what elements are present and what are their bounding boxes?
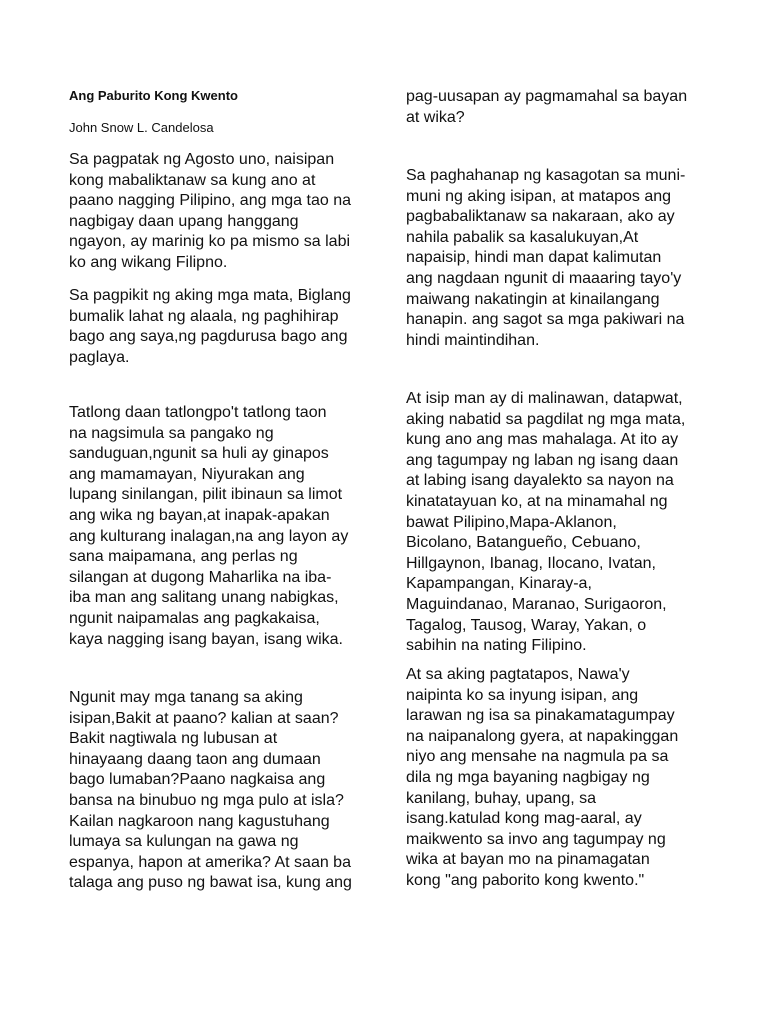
text-line: bawat Pilipino,Mapa-Aklanon,: [406, 513, 617, 531]
text-line: iba man ang salitang unang nabigkas,: [69, 589, 339, 607]
paragraph: [69, 403, 379, 650]
text-line: Tatlong daan tatlongpo't tatlong taon: [69, 404, 327, 421]
text-line: sabihin na nating Filipino.: [406, 637, 587, 655]
text-line: Kailan nagkaroon nang kagustuhang: [69, 812, 330, 830]
paragraph: [69, 150, 379, 274]
text-line: sanduguan,ngunit sa huli ay ginapos: [69, 445, 329, 463]
text-line: kaya nagging isang bayan, isang wika.: [69, 630, 343, 648]
text-line: At isip man ay di malinawan, datapwat,: [406, 390, 683, 407]
text-line: ngayon, ay marinig ko pa mismo sa labi: [69, 233, 351, 251]
text-line: maikwento sa invo ang tagumpay ng: [406, 830, 666, 848]
paragraph: [406, 87, 716, 128]
text-line: hanapin. ang sagot sa mga pakiwari na: [406, 311, 685, 329]
text-line: ang kulturang inalagan,na ang layon ay: [69, 527, 349, 545]
text-line: Kapampangan, Kinaray-a,: [406, 575, 592, 593]
text-line: Sa pagpatak ng Agosto uno, naisipan: [69, 151, 335, 168]
text-line: nagbigay daan upang hanggang: [69, 212, 299, 230]
text-line: ang mamamayan, Niyurakan ang: [69, 465, 305, 483]
paragraph: [69, 688, 379, 894]
text-line: talaga ang puso ng bawat isa, kung ang: [69, 874, 352, 892]
text-line: isipan,Bakit at paano? kalian at saan?: [69, 709, 339, 727]
text-line: maiwang nakatingin at kinailangang: [406, 290, 660, 308]
text-line: bago ang saya,ng pagdurusa bago ang: [69, 328, 348, 346]
text-line: nahila pabalik sa kasalukuyan,At: [406, 228, 639, 246]
text-line: naipinta ko sa inyung isipan, ang: [406, 686, 639, 704]
text-line: hinayaang daang taon ang dumaan: [69, 750, 321, 768]
text-line: na nagsimula sa pangako ng: [69, 424, 274, 442]
text-line: isang.katulad kong mag-aaral, ay: [406, 810, 642, 828]
text-line: At sa aking pagtatapos, Nawa'y: [406, 666, 630, 683]
text-line: Sa paghahanap ng kasagotan sa muni-: [406, 167, 686, 184]
text-line: Sa pagpikit ng aking mga mata, Biglang: [69, 287, 351, 304]
text-line: ang nagdaan ngunit di maaaring tayo'y: [406, 269, 682, 287]
text-line: wika at bayan mo na pinamagatan: [406, 851, 650, 869]
text-line: bansa na binubuo ng mga pulo at isla?: [69, 791, 344, 809]
document-author: John Snow L. Candelosa: [69, 120, 214, 135]
text-line: Bakit nagtiwala ng lubusan at: [69, 730, 278, 748]
paragraph: [406, 389, 716, 657]
text-line: dila ng mga bayaning nagbigay ng: [406, 768, 650, 786]
text-line: sana maipamana, ang perlas ng: [69, 548, 298, 566]
text-line: hindi maintindihan.: [406, 331, 540, 349]
text-line: ang tagumpay ng laban ng isang daan: [406, 451, 679, 469]
text-line: Tagalog, Tausog, Waray, Yakan, o: [406, 616, 647, 634]
text-line: niyo ang mensahe na nagmula pa sa: [406, 748, 669, 766]
text-line: paglaya.: [69, 348, 130, 366]
text-line: pag-uusapan ay pagmamahal sa bayan: [406, 88, 688, 105]
text-line: at wika?: [406, 108, 465, 126]
text-line: Hillgaynon, Ibanag, Ilocano, Ivatan,: [406, 554, 656, 572]
text-line: kung ano ang mas mahalaga. At ito ay: [406, 431, 679, 449]
text-line: espanya, hapon at amerika? At saan ba: [69, 853, 351, 871]
text-line: kinatatayuan ko, at na minamahal ng: [406, 492, 668, 510]
text-line: pagbabaliktanaw sa nakaraan, ako ay: [406, 208, 675, 226]
text-line: aking nabatid sa pagdilat ng mga mata,: [406, 410, 686, 428]
text-line: paano nagging Pilipino, ang mga tao na: [69, 192, 351, 210]
text-line: lumaya sa kulungan na gawa ng: [69, 833, 299, 851]
text-line: larawan ng isa sa pinakamatagumpay: [406, 707, 675, 725]
text-line: ang wika ng bayan,at inapak-apakan: [69, 506, 330, 524]
paragraph: [406, 166, 716, 351]
text-line: silangan at dugong Maharlika na iba-: [69, 568, 332, 586]
text-line: kanilang, buhay, upang, sa: [406, 789, 597, 807]
text-line: ngunit naipamalas ang pagkakaisa,: [69, 609, 320, 627]
text-line: na naipanalong gyera, at napakinggan: [406, 727, 679, 745]
text-line: at labing isang dayalekto sa nayon na: [406, 472, 674, 490]
text-line: Ngunit may mga tanang sa aking: [69, 689, 303, 706]
text-line: lupang sinilangan, pilit ibinaun sa limot: [69, 486, 343, 504]
text-line: bago lumaban?Paano nagkaisa ang: [69, 771, 326, 789]
text-line: Maguindanao, Maranao, Surigaoron,: [406, 595, 667, 613]
paragraph: [406, 665, 716, 892]
paragraph: [69, 286, 379, 368]
document-title: Ang Paburito Kong Kwento: [69, 88, 238, 103]
text-line: muni ng aking isipan, at matapos ang: [406, 187, 672, 205]
text-line: napaisip, hindi man dapat kalimutan: [406, 249, 662, 267]
text-line: kong "ang paborito kong kwento.": [406, 871, 645, 889]
text-line: kong mabaliktanaw sa kung ano at: [69, 171, 316, 189]
text-line: bumalik lahat ng alaala, ng paghihirap: [69, 307, 339, 325]
text-line: ko ang wikang Filipno.: [69, 253, 228, 271]
text-line: Bicolano, Batangueño, Cebuano,: [406, 534, 641, 552]
